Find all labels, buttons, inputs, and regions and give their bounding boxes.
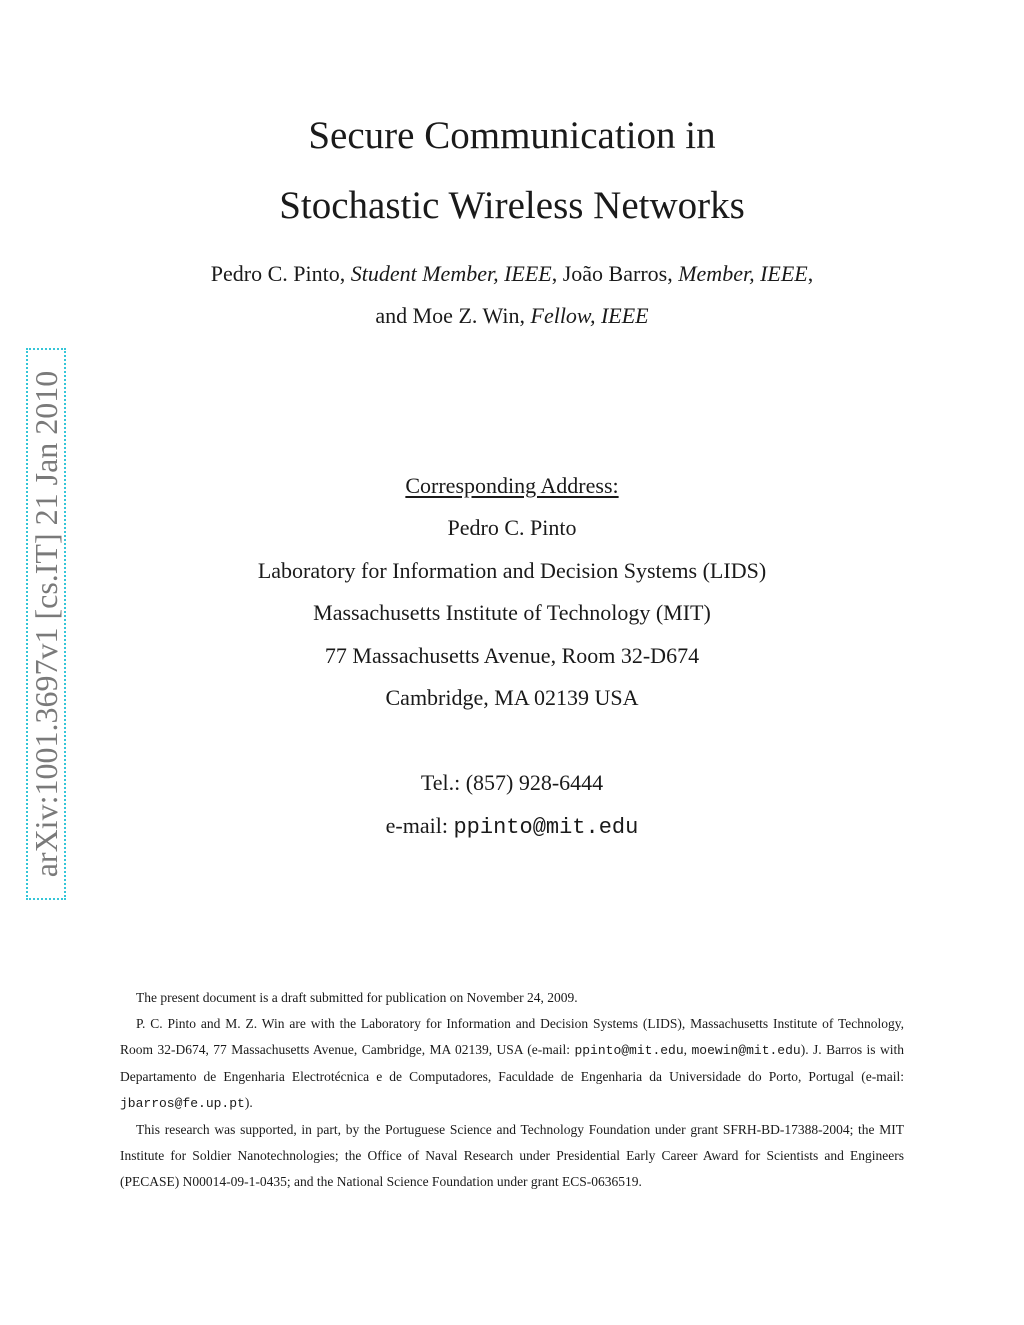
address-line-name: Pedro C. Pinto: [447, 515, 577, 540]
author-barros-role: Member, IEEE: [678, 261, 808, 286]
author-line-1: [0, 263, 1024, 285]
footnote-email-pinto[interactable]: ppinto@mit.edu: [574, 1043, 684, 1058]
footnote-email-win[interactable]: moewin@mit.edu: [691, 1043, 801, 1058]
author-win: and Moe Z. Win,: [375, 303, 531, 328]
telephone: Tel.: (857) 928-6444: [420, 770, 604, 795]
footnote-draft: The present document is a draft submitted for publication on November 24, 2009.: [136, 990, 578, 1005]
author-pinto: Pedro C. Pinto,: [210, 261, 351, 286]
footnote-affiliations: P. C. Pinto and M. Z. Win are with the Laboratory for Information and Decision Systems (LIDS), Massachusetts Institute of Technology, Room 32-D674, 77 Massachusetts Avenue, Cambridge, MA 02139, USA (e-mail: ppinto@mit.edu, moewin@mit.edu). J. Barros is with Departamento de Engenharia Electrotécnica e de Computadores, Faculdade de Engenharia da Universidade do Porto, Portugal (e-mail: jbarros@fe.up.pt).: [120, 1016, 904, 1111]
footnote-funding: This research was supported, in part, by the Portuguese Science and Technology Foundation under grant SFRH-BD-17388-2004; the MIT Institute for Soldier Nanotechnologies; the Office of Naval Research under Presidential Early Career Award for Scientists and Engineers (PECASE) N00014-09-1-0435; and the National Science Foundation under grant ECS-0636519.: [120, 1122, 904, 1189]
paper-title-line-2: Stochastic Wireless Networks: [279, 184, 745, 227]
footnote-email-barros[interactable]: jbarros@fe.up.pt: [120, 1096, 245, 1111]
address-line-lab: Laboratory for Information and Decision Systems (LIDS): [257, 558, 767, 583]
author-pinto-role: Student Member, IEEE: [350, 261, 552, 286]
author-line-2: [0, 305, 1024, 327]
address-heading: Corresponding Address:: [405, 473, 619, 498]
author-line-1-end: ,: [807, 261, 814, 286]
footnotes: [120, 985, 904, 1195]
address-line-city: Cambridge, MA 02139 USA: [385, 685, 639, 710]
email-address[interactable]: ppinto@mit.edu: [453, 815, 639, 840]
author-win-role: Fellow, IEEE: [530, 303, 649, 328]
address-line-street: 77 Massachusetts Avenue, Room 32-D674: [324, 643, 700, 668]
address-line-institute: Massachusetts Institute of Technology (MIT): [313, 600, 711, 625]
author-barros: , João Barros,: [551, 261, 679, 286]
email-label: e-mail:: [385, 813, 454, 838]
paper-title-line-1: Secure Communication in: [308, 114, 716, 157]
email-line: [0, 815, 1024, 839]
arxiv-stamp: arXiv:1001.3697v1 [cs.IT] 21 Jan 2010: [28, 370, 64, 878]
